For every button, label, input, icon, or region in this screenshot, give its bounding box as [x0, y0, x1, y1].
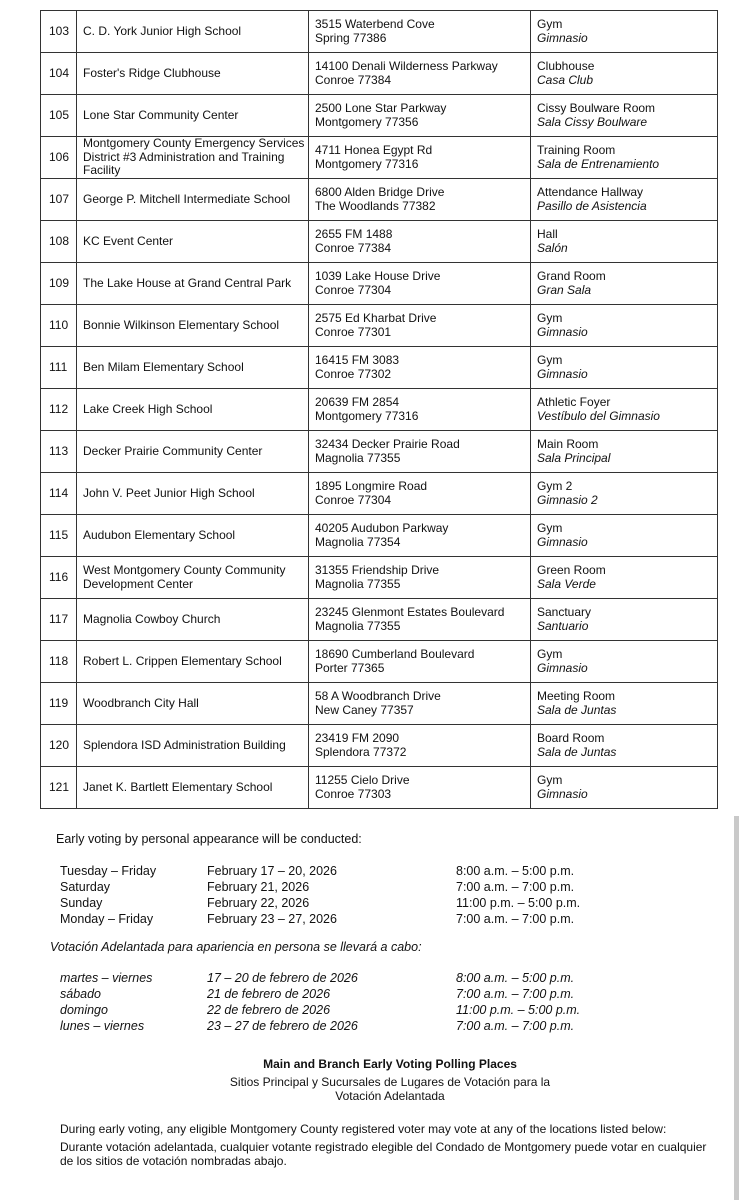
address-line: Porter 77365 [315, 660, 385, 675]
address-line: 1895 Longmire Road [315, 479, 428, 493]
location-name [77, 305, 309, 347]
voting-room [531, 305, 718, 347]
room-name-es: Sala Principal [537, 450, 611, 465]
table-row [41, 179, 718, 221]
address-line: Conroe 77304 [315, 492, 392, 507]
address-line: 16415 FM 3083 [315, 353, 400, 367]
schedule-dates: February 21, 2026 [207, 880, 310, 894]
voting-room [531, 95, 718, 137]
address-line: 40205 Audubon Parkway [315, 521, 449, 535]
location-name-line: Montgomery County Emergency Services [83, 136, 305, 151]
location-name-line: John V. Peet Junior High School [83, 485, 255, 500]
room-name-es: Salón [537, 240, 568, 255]
location-name [77, 725, 309, 767]
location-name [77, 95, 309, 137]
location-address [309, 767, 531, 809]
location-name-line: Audubon Elementary School [83, 527, 236, 542]
location-name-line: Ben Milam Elementary School [83, 359, 244, 374]
voting-room [531, 473, 718, 515]
address-line: Montgomery 77316 [315, 156, 419, 171]
precinct-number: 113 [41, 431, 77, 473]
address-line: 32434 Decker Prairie Road [315, 437, 460, 451]
schedule-hours: 11:00 p.m. – 5:00 p.m. [456, 896, 581, 910]
schedule-es-days: martes – viernes [60, 971, 153, 985]
schedule-es-dates: 21 de febrero de 2026 [207, 987, 331, 1001]
address-line: 11255 Cielo Drive [315, 773, 410, 787]
location-name-line: Lake Creek High School [83, 401, 213, 416]
precinct-number: 119 [41, 683, 77, 725]
location-name-line: Janet K. Bartlett Elementary School [83, 779, 273, 794]
schedule-days: Saturday [60, 880, 111, 894]
table-row [41, 473, 718, 515]
table-row [41, 137, 718, 179]
room-name: Gym 2 [537, 479, 573, 493]
schedule-es-hours: 7:00 a.m. – 7:00 p.m. [456, 987, 575, 1001]
polling-places-heading-es-line1: Sitios Principal y Sucursales de Lugares de Votación para la [229, 1075, 551, 1089]
room-name-es: Sala Cissy Boulware [537, 114, 648, 129]
room-name: Gym [537, 17, 563, 31]
address-line: 2575 Ed Kharbat Drive [315, 311, 437, 325]
voting-room [531, 347, 718, 389]
schedule-es-dates: 23 – 27 de febrero de 2026 [207, 1019, 358, 1033]
room-name: Athletic Foyer [537, 395, 611, 409]
early-voting-intro-es: Votación Adelantada para apariencia en persona se llevará a cabo: [50, 940, 422, 954]
address-line: Conroe 77384 [315, 240, 392, 255]
voting-room [531, 179, 718, 221]
voting-room [531, 389, 718, 431]
room-name-es: Vestíbulo del Gimnasio [537, 408, 660, 423]
polling-locations-table [40, 10, 718, 809]
location-name-line: C. D. York Junior High School [83, 23, 242, 38]
location-address [309, 389, 531, 431]
address-line: Conroe 77303 [315, 786, 392, 801]
polling-places-heading: Main and Branch Early Voting Polling Places [263, 1057, 517, 1071]
room-name-es: Gimnasio [537, 786, 588, 801]
location-name [77, 263, 309, 305]
schedule-days: Tuesday – Friday [60, 864, 157, 878]
location-name-line: Bonnie Wilkinson Elementary School [83, 317, 280, 332]
precinct-number: 106 [41, 137, 77, 179]
room-name-es: Gimnasio [537, 324, 588, 339]
voting-room [531, 137, 718, 179]
location-name [77, 515, 309, 557]
precinct-number: 121 [41, 767, 77, 809]
voting-room [531, 11, 718, 53]
address-line: Conroe 77304 [315, 282, 392, 297]
voting-room [531, 431, 718, 473]
room-name: Gym [537, 773, 563, 787]
address-line: 23419 FM 2090 [315, 731, 400, 745]
location-name-line: Magnolia Cowboy Church [83, 611, 221, 626]
address-line: Magnolia 77354 [315, 534, 401, 549]
location-name [77, 557, 309, 599]
location-name-line: The Lake House at Grand Central Park [83, 275, 292, 290]
location-address [309, 53, 531, 95]
location-name-line: Woodbranch City Hall [83, 695, 199, 710]
location-address [309, 725, 531, 767]
room-name: Gym [537, 647, 563, 661]
schedule-hours: 7:00 a.m. – 7:00 p.m. [456, 880, 575, 894]
address-line: Splendora 77372 [315, 744, 407, 759]
address-line: The Woodlands 77382 [315, 198, 436, 213]
schedule-es-dates: 22 de febrero de 2026 [207, 1003, 331, 1017]
room-name: Training Room [537, 143, 616, 157]
precinct-number: 108 [41, 221, 77, 263]
location-name [77, 179, 309, 221]
table-row [41, 515, 718, 557]
room-name-es: Sala de Entrenamiento [537, 156, 660, 171]
room-name: Board Room [537, 731, 605, 745]
schedule-dates: February 17 – 20, 2026 [207, 864, 337, 878]
location-name-line: George P. Mitchell Intermediate School [83, 191, 291, 206]
location-name [77, 431, 309, 473]
address-line: 14100 Denali Wilderness Parkway [315, 59, 498, 73]
address-line: 31355 Friendship Drive [315, 563, 440, 577]
table-row [41, 263, 718, 305]
table-row [41, 347, 718, 389]
room-name-es: Pasillo de Asistencia [537, 198, 647, 213]
location-address [309, 599, 531, 641]
location-name-line: Robert L. Crippen Elementary School [83, 653, 282, 668]
room-name: Gym [537, 521, 563, 535]
precinct-number: 104 [41, 53, 77, 95]
room-name-es: Santuario [537, 618, 589, 633]
location-address [309, 221, 531, 263]
location-name [77, 11, 309, 53]
location-address [309, 263, 531, 305]
table-row [41, 431, 718, 473]
room-name: Gym [537, 311, 563, 325]
address-line: 18690 Cumberland Boulevard [315, 647, 475, 661]
voting-room [531, 263, 718, 305]
address-line: Magnolia 77355 [315, 576, 401, 591]
precinct-number: 109 [41, 263, 77, 305]
room-name: Sanctuary [537, 605, 592, 619]
schedule-es-hours: 7:00 a.m. – 7:00 p.m. [456, 1019, 575, 1033]
precinct-number: 110 [41, 305, 77, 347]
location-name [77, 221, 309, 263]
location-name [77, 347, 309, 389]
room-name: Hall [537, 227, 558, 241]
precinct-number: 118 [41, 641, 77, 683]
schedule-days: Monday – Friday [60, 912, 154, 926]
location-address [309, 179, 531, 221]
address-line: Magnolia 77355 [315, 618, 401, 633]
table-row [41, 11, 718, 53]
location-name [77, 473, 309, 515]
room-name: Clubhouse [537, 59, 595, 73]
location-address [309, 305, 531, 347]
location-name [77, 683, 309, 725]
table-row [41, 557, 718, 599]
address-line: Conroe 77301 [315, 324, 392, 339]
room-name: Meeting Room [537, 689, 616, 703]
location-name [77, 53, 309, 95]
early-voting-notice-es-line1: Durante votación adelantada, cualquier votante registrado elegible del Condado de Montgomery puede votar en cualquier [60, 1140, 707, 1154]
room-name-es: Sala de Juntas [537, 702, 617, 717]
table-row [41, 641, 718, 683]
address-line: 3515 Waterbend Cove [315, 17, 435, 31]
location-name-line: Splendora ISD Administration Building [83, 737, 286, 752]
precinct-number: 114 [41, 473, 77, 515]
schedule-es-dates: 17 – 20 de febrero de 2026 [207, 971, 358, 985]
voting-room [531, 557, 718, 599]
scrollbar-track[interactable] [734, 816, 739, 1200]
schedule-hours: 8:00 a.m. – 5:00 p.m. [456, 864, 575, 878]
schedule-es-days: domingo [60, 1003, 108, 1017]
location-address [309, 557, 531, 599]
address-line: Montgomery 77316 [315, 408, 419, 423]
polling-places-heading-es-line2: Votación Adelantada [335, 1089, 445, 1103]
table-row [41, 683, 718, 725]
voting-room [531, 221, 718, 263]
address-line: 4711 Honea Egypt Rd [315, 143, 433, 157]
voting-room [531, 599, 718, 641]
location-address [309, 347, 531, 389]
table-row [41, 599, 718, 641]
location-address [309, 137, 531, 179]
schedule-es-hours: 8:00 a.m. – 5:00 p.m. [456, 971, 575, 985]
address-line: New Caney 77357 [315, 702, 414, 717]
address-line: 2655 FM 1488 [315, 227, 393, 241]
room-name: Green Room [537, 563, 606, 577]
voting-room [531, 767, 718, 809]
address-line: 1039 Lake House Drive [315, 269, 441, 283]
early-voting-notice: During early voting, any eligible Montgomery County registered voter may vote at any of the locations listed below: [60, 1122, 667, 1136]
schedule-hours: 7:00 a.m. – 7:00 p.m. [456, 912, 575, 926]
voting-room [531, 515, 718, 557]
table-row [41, 95, 718, 137]
precinct-number: 107 [41, 179, 77, 221]
location-name-line: Decker Prairie Community Center [83, 443, 263, 458]
schedule-dates: February 22, 2026 [207, 896, 310, 910]
address-line: Conroe 77384 [315, 72, 392, 87]
schedule-es-days: lunes – viernes [60, 1019, 145, 1033]
location-name-line: District #3 Administration and Training [83, 149, 285, 164]
location-name-line: KC Event Center [83, 233, 174, 248]
table-row [41, 53, 718, 95]
precinct-number: 111 [41, 347, 77, 389]
precinct-number: 112 [41, 389, 77, 431]
address-line: Magnolia 77355 [315, 450, 401, 465]
table-row [41, 725, 718, 767]
location-address [309, 431, 531, 473]
early-voting-intro: Early voting by personal appearance will be conducted: [56, 832, 362, 846]
room-name: Attendance Hallway [537, 185, 644, 199]
location-name [77, 137, 309, 179]
room-name-es: Gimnasio [537, 534, 588, 549]
location-name-line: West Montgomery County Community [83, 563, 286, 577]
room-name: Grand Room [537, 269, 606, 283]
location-name [77, 389, 309, 431]
room-name: Main Room [537, 437, 599, 451]
address-line: Montgomery 77356 [315, 114, 419, 129]
room-name-es: Sala de Juntas [537, 744, 617, 759]
location-name [77, 641, 309, 683]
precinct-number: 105 [41, 95, 77, 137]
polling-locations-body [41, 11, 718, 809]
location-name-line: Facility [83, 163, 121, 178]
location-address [309, 641, 531, 683]
location-address [309, 515, 531, 557]
location-name-line: Foster's Ridge Clubhouse [83, 65, 221, 80]
table-row [41, 389, 718, 431]
location-address [309, 683, 531, 725]
location-name [77, 767, 309, 809]
room-name-es: Gimnasio [537, 30, 588, 45]
location-name-line: Development Center [83, 576, 194, 591]
precinct-number: 115 [41, 515, 77, 557]
room-name-es: Casa Club [537, 72, 594, 87]
room-name-es: Gran Sala [537, 282, 592, 297]
early-voting-notice-es-line2: de los sitios de votación nombradas abajo. [60, 1154, 287, 1168]
location-name-line: Lone Star Community Center [83, 107, 239, 122]
room-name: Gym [537, 353, 563, 367]
location-address [309, 95, 531, 137]
voting-room [531, 641, 718, 683]
schedule-es-days: sábado [60, 987, 102, 1001]
room-name-es: Gimnasio [537, 660, 588, 675]
table-row [41, 305, 718, 347]
address-line: 6800 Alden Bridge Drive [315, 185, 445, 199]
voting-room [531, 683, 718, 725]
schedule-days: Sunday [60, 896, 103, 910]
room-name-es: Gimnasio [537, 366, 588, 381]
table-row [41, 767, 718, 809]
schedule-es-hours: 11:00 p.m. – 5:00 p.m. [456, 1003, 581, 1017]
precinct-number: 120 [41, 725, 77, 767]
table-row [41, 221, 718, 263]
address-line: 20639 FM 2854 [315, 395, 400, 409]
address-line: 58 A Woodbranch Drive [315, 689, 441, 703]
room-name-es: Sala Verde [537, 576, 596, 591]
room-name-es: Gimnasio 2 [537, 492, 598, 507]
location-address [309, 473, 531, 515]
address-line: Spring 77386 [315, 30, 387, 45]
voting-room [531, 53, 718, 95]
address-line: 23245 Glenmont Estates Boulevard [315, 605, 505, 619]
precinct-number: 116 [41, 557, 77, 599]
schedule-dates: February 23 – 27, 2026 [207, 912, 337, 926]
voting-room [531, 725, 718, 767]
location-name [77, 599, 309, 641]
address-line: 2500 Lone Star Parkway [315, 101, 447, 115]
precinct-number: 117 [41, 599, 77, 641]
precinct-number: 103 [41, 11, 77, 53]
address-line: Conroe 77302 [315, 366, 392, 381]
room-name: Cissy Boulware Room [537, 101, 656, 115]
location-address [309, 11, 531, 53]
